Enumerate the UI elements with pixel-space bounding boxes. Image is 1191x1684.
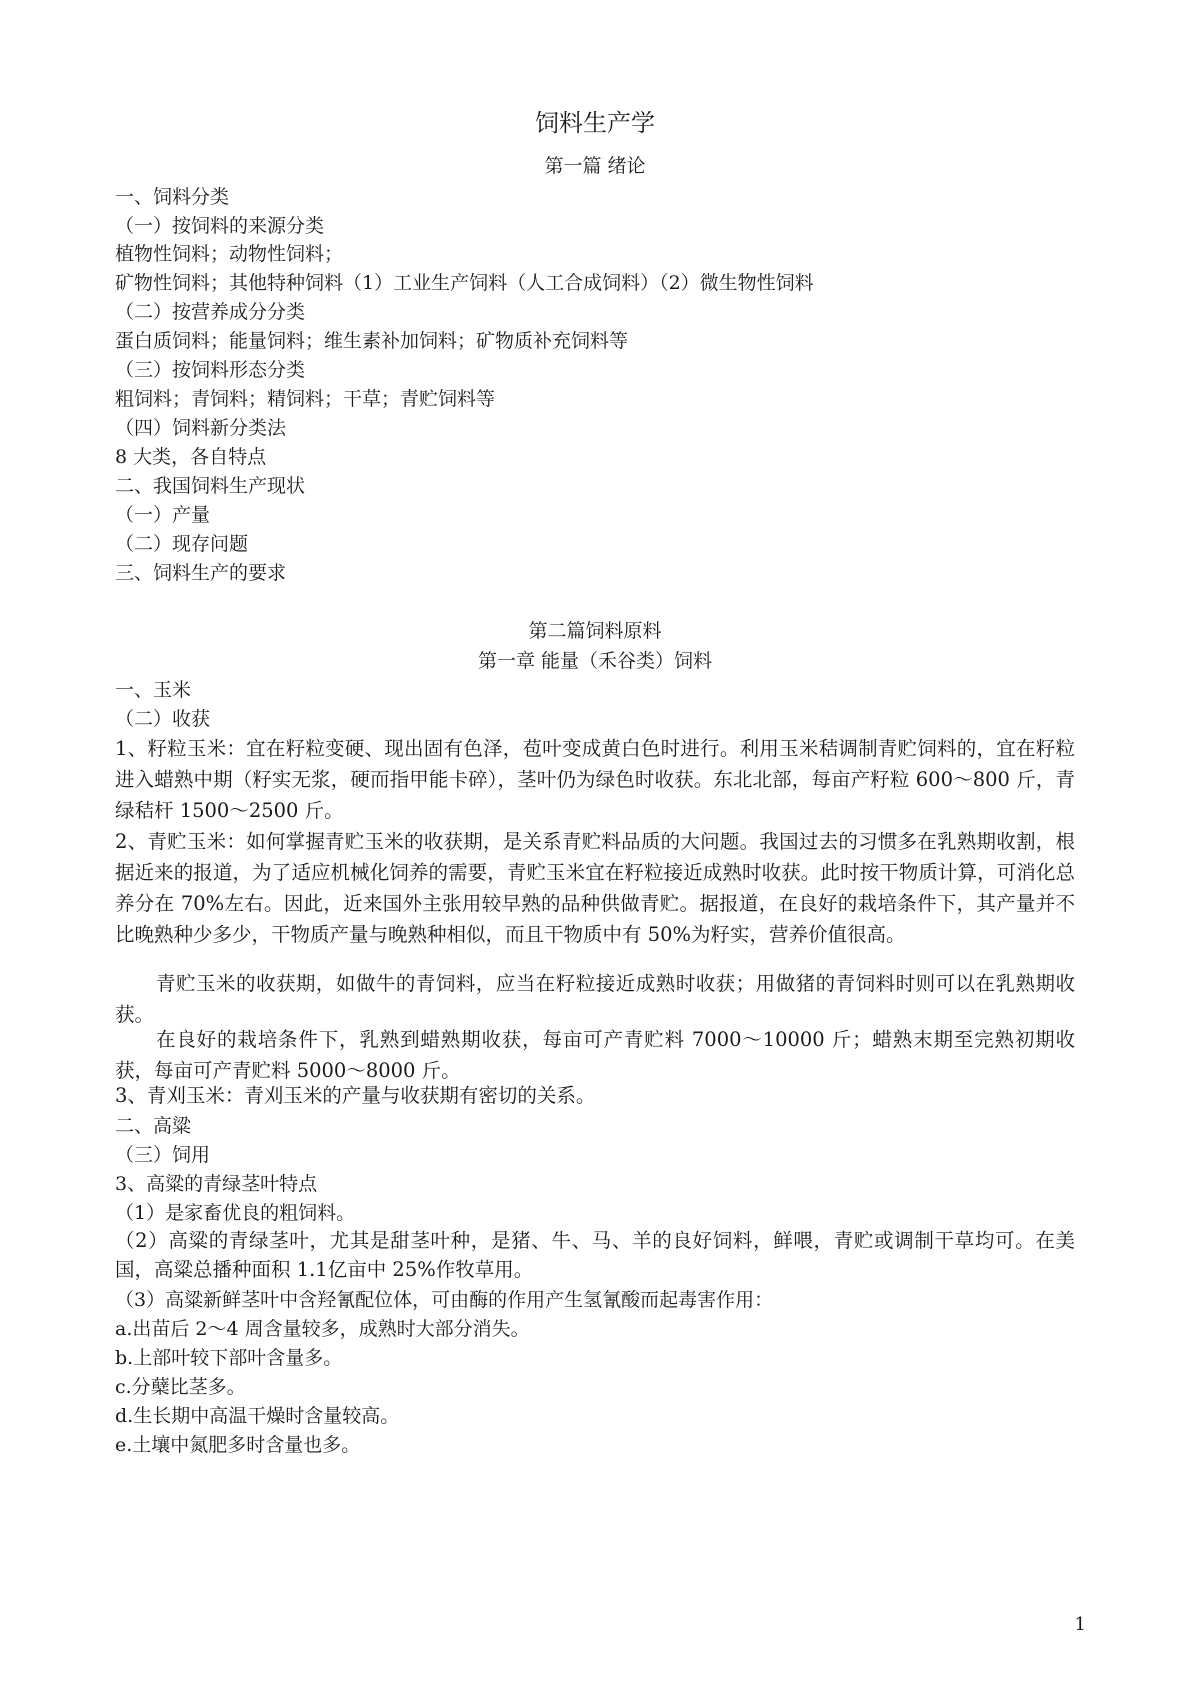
paragraph: 青贮玉米的收获期，如做牛的青饲料，应当在籽粒接近成熟时收获；用做猪的青饲料时则可以在乳熟期收获。 <box>115 972 1075 1026</box>
subsection-heading: （二）收获 <box>115 708 211 730</box>
list-item: b.上部叶较下部叶含量多。 <box>115 1347 343 1369</box>
text-line: （一）产量 <box>115 504 211 526</box>
section-heading: 一、玉米 <box>115 679 192 701</box>
part2-heading: 第二篇饲料原料 <box>528 620 662 642</box>
text-line: 8 大类，各自特点 <box>115 446 267 468</box>
text-line: 三、饲料生产的要求 <box>115 562 287 584</box>
paragraph: 3、青刈玉米：青刈玉米的产量与收获期有密切的关系。 <box>115 1084 596 1107</box>
text-line: 蛋白质饲料；能量饲料；维生素补加饲料；矿物质补充饲料等 <box>115 330 629 352</box>
subsection-heading: 3、高粱的青绿茎叶特点 <box>115 1173 318 1195</box>
text-line: （四）饲料新分类法 <box>115 417 287 439</box>
list-item: c.分蘖比茎多。 <box>115 1376 246 1398</box>
chapter-heading: 第一章 能量（禾谷类）饲料 <box>477 650 713 672</box>
subsection-heading: （三）饲用 <box>115 1144 211 1166</box>
list-item: e.土壤中氮肥多时含量也多。 <box>115 1434 361 1456</box>
document-title: 饲料生产学 <box>535 109 655 137</box>
part1-heading: 第一篇 绪论 <box>544 155 646 177</box>
text-line: 二、我国饲料生产现状 <box>115 475 306 497</box>
text-line: （二）按营养成分分类 <box>115 301 306 323</box>
paragraph: （2）高粱的青绿茎叶，尤其是甜茎叶种，是猪、牛、马、羊的良好饲料，鲜喂，青贮或调制干草均可。在美国，高粱总播种面积 1.1亿亩中 25%作牧草用。 <box>115 1229 1075 1281</box>
list-item: d.生长期中高温干燥时含量较高。 <box>115 1405 400 1427</box>
text-line: （二）现存问题 <box>115 533 249 555</box>
paragraph: 1、籽粒玉米：宜在籽粒变硬、现出固有色泽，苞叶变成黄白色时进行。利用玉米秸调制青贮饲料的，宜在籽粒进入蜡熟中期（籽实无浆，硬而指甲能卡碎），茎叶仍为绿色时收获。东北北部，每亩产籽粒 600～800 斤，青绿秸杆 1500～2500 斤。 <box>115 737 1075 822</box>
text-line: 一、饲料分类 <box>115 186 230 208</box>
paragraph: 在良好的栽培条件下，乳熟到蜡熟期收获，每亩可产青贮料 7000～10000 斤；蜡熟末期至完熟初期收获，每亩可产青贮料 5000～8000 斤。 <box>115 1028 1075 1082</box>
text-line: （1）是家畜优良的粗饲料。 <box>115 1202 356 1224</box>
text-line: 矿物性饲料；其他特种饲料（1）工业生产饲料（人工合成饲料）（2）微生物性饲料 <box>115 272 814 294</box>
section-heading: 二、高粱 <box>115 1115 192 1137</box>
text-line: 粗饲料；青饲料；精饲料；干草；青贮饲料等 <box>115 388 496 410</box>
text-line: （一）按饲料的来源分类 <box>115 215 325 237</box>
page-number: 1 <box>1074 1614 1086 1635</box>
text-line: 植物性饲料；动物性饲料； <box>115 243 344 265</box>
paragraph: 2、青贮玉米：如何掌握青贮玉米的收获期，是关系青贮料品质的大问题。我国过去的习惯多在乳熟期收割，根据近来的报道，为了适应机械化饲养的需要，青贮玉米宜在籽粒接近成熟时收获。此时按干物质计算，可消化总养分在 70%左右。因此，近来国外主张用较早熟的品种供做青贮。据报道，在良好的栽培条件下，其产量并不比晚熟种少多少，干物质产量与晚熟种相似，而且干物质中有 50%为籽实，营养价值很高。 <box>115 830 1075 946</box>
text-line: （3）高粱新鲜茎叶中含羟氰配位体，可由酶的作用产生氢氰酸而起毒害作用： <box>115 1289 774 1311</box>
text-line: （三）按饲料形态分类 <box>115 359 306 381</box>
list-item: a.出苗后 2～4 周含量较多，成熟时大部分消失。 <box>115 1318 530 1340</box>
